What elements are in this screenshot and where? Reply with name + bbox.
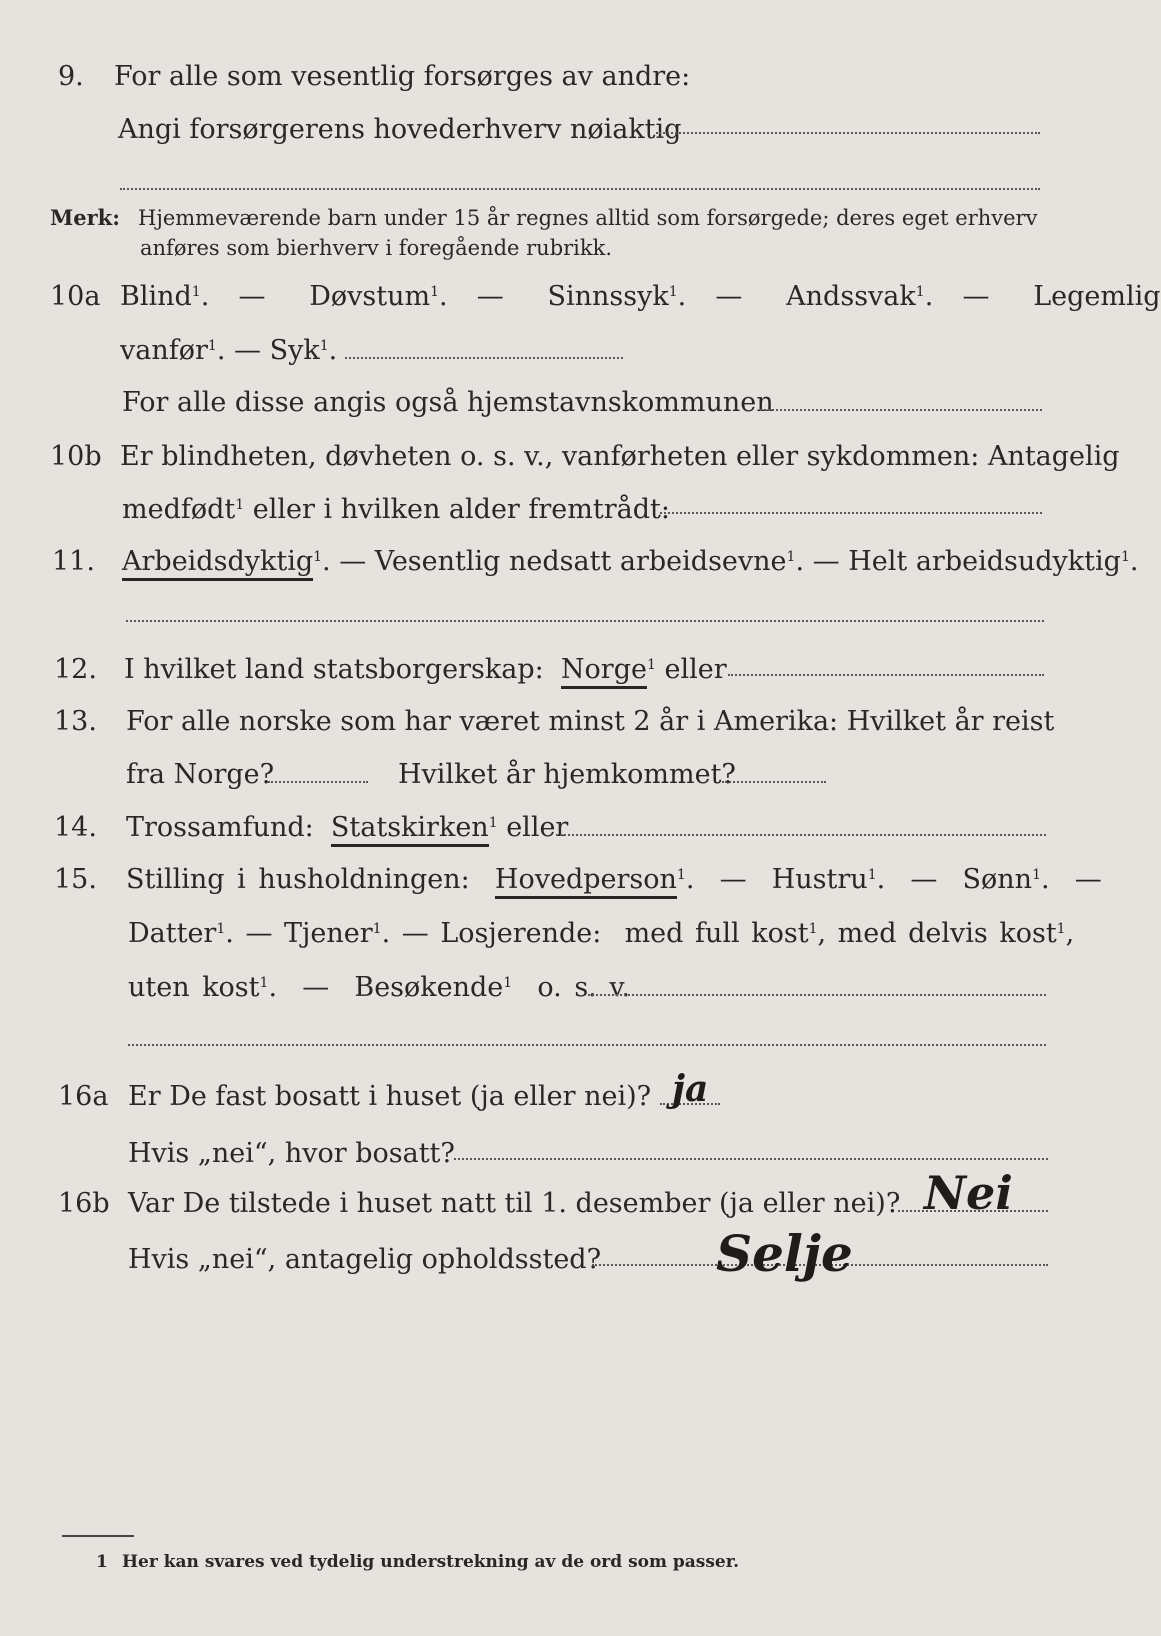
opt-syk[interactable]: Syk xyxy=(269,335,320,366)
q14-text: Trossamfund: xyxy=(126,812,314,843)
dash: — xyxy=(401,918,429,949)
q16a-line1: Er De fast bosatt i huset (ja eller nei)? xyxy=(128,1081,652,1112)
dash: — xyxy=(719,864,747,895)
footnote-rule xyxy=(62,1535,134,1537)
q10a-line2: vanfør$^1$. — Syk$^1$. xyxy=(120,335,338,366)
footnote-ref: 1 xyxy=(216,921,226,937)
q12-line xyxy=(124,650,727,690)
footnote-ref: 1 xyxy=(503,975,513,991)
opt-delvis-kost[interactable]: med delvis kost xyxy=(837,918,1057,949)
question-number-16a: 16a xyxy=(58,1081,109,1112)
q14-line xyxy=(126,808,568,848)
question-number-15: 15. xyxy=(54,864,97,895)
opt-helt-arbeidsudyktig[interactable]: Helt arbeidsudyktig xyxy=(848,546,1121,577)
q15-line3: uten kost$^1$. — Besøkende$^1$ o. s. v. xyxy=(128,972,630,1003)
footnote-ref: 1 xyxy=(1120,549,1130,565)
opt-statskirken[interactable]: Statskirken xyxy=(331,812,489,847)
footnote-ref: 1 xyxy=(786,549,796,565)
footnote-ref: 1 xyxy=(668,284,678,300)
opt-dovstum[interactable]: Døvstum xyxy=(309,281,431,312)
footnote-ref: 1 xyxy=(1056,921,1066,937)
footnote-ref: 1 xyxy=(319,338,329,354)
question-number-12: 12. xyxy=(54,654,97,685)
dash: — xyxy=(302,972,330,1003)
merk-line2: anføres som bierhverv i foregående rubrikk. xyxy=(140,236,613,260)
q10b-line2b: eller i hvilken alder fremtrådt: xyxy=(252,494,670,525)
footnote-ref: 1 xyxy=(313,549,323,565)
footnote-ref: 1 xyxy=(430,284,439,300)
dash: — xyxy=(962,281,990,312)
footnote-mark: 1 xyxy=(96,1552,108,1572)
footnote-ref: 1 xyxy=(235,497,245,513)
footnote-ref: 1 xyxy=(488,815,498,831)
opt-legemlig[interactable]: Legemlig xyxy=(1033,281,1161,312)
opt-vanfor[interactable]: vanfør xyxy=(120,335,208,366)
q16a-line2: Hvis „nei“, hvor bosatt? xyxy=(128,1138,455,1169)
question-number-10b: 10b xyxy=(50,441,102,472)
opt-datter[interactable]: Datter xyxy=(128,918,217,949)
q10a-line1: Blind$^1$. — Døvstum$^1$. — Sinnssyk$^1$. — Andssvak$^1$. — Legemlig xyxy=(120,281,1161,312)
q10b-line2 xyxy=(122,490,670,530)
opt-sonn[interactable]: Sønn xyxy=(962,864,1033,895)
dash: — xyxy=(910,864,938,895)
question-number-16b: 16b xyxy=(58,1188,110,1219)
merk-line1: Hjemmeværende barn under 15 år regnes alltid som forsørgede; deres eget erhverv xyxy=(138,206,1038,230)
q14-eller: eller xyxy=(506,812,569,843)
opt-besokende[interactable]: Besøkende xyxy=(354,972,504,1003)
opt-andssvak[interactable]: Andssvak xyxy=(786,281,916,312)
q15-line1: Stilling i husholdningen: Hovedperson$^1$. — Hustru$^1$. — Sønn$^1$. — xyxy=(126,860,1102,900)
opt-norge[interactable]: Norge xyxy=(561,654,647,689)
footnote-text: Her kan svares ved tydelig understrekning av de ord som passer. xyxy=(122,1552,740,1572)
opt-full-kost[interactable]: med full kost xyxy=(624,918,809,949)
footnote-ref: 1 xyxy=(191,284,201,300)
question-number-9: 9. xyxy=(58,61,84,92)
opt-uten-kost[interactable]: uten kost xyxy=(128,972,260,1003)
q15-answer-line[interactable] xyxy=(588,994,1046,996)
opt-blind[interactable]: Blind xyxy=(120,281,192,312)
q10b-answer-line[interactable] xyxy=(660,512,1042,514)
footnote-ref: 1 xyxy=(1032,867,1041,883)
q9-line1: For alle som vesentlig forsørges av andre: xyxy=(114,61,691,92)
q10a-line3: For alle disse angis også hjemstavnskommunen xyxy=(122,387,774,418)
opt-hovedperson[interactable]: Hovedperson xyxy=(495,864,677,899)
q15-answer-line-2[interactable] xyxy=(128,1044,1046,1046)
footnote-ref: 1 xyxy=(915,284,925,300)
q10a-hjemstavn-line[interactable] xyxy=(760,409,1042,411)
q16b-line1: Var De tilstede i huset natt til 1. desember (ja eller nei)? xyxy=(128,1188,901,1219)
q13-line2a: fra Norge? xyxy=(126,759,275,790)
question-number-13: 13. xyxy=(54,706,97,737)
footnote-ref: 1 xyxy=(207,338,217,354)
q12-eller: eller xyxy=(664,654,727,685)
opt-tjener[interactable]: Tjener xyxy=(284,918,373,949)
dash: — xyxy=(812,546,840,577)
q11-line: Arbeidsdyktig$^1$. — Vesentlig nedsatt arbeidsevne$^1$. — Helt arbeidsudyktig$^1$. xyxy=(122,542,1138,582)
q15-losjerende: Losjerende: xyxy=(440,918,602,949)
footnote-ref: 1 xyxy=(808,921,818,937)
q13-line1: For alle norske som har været minst 2 år i Amerika: Hvilket år reist xyxy=(126,706,1055,737)
q13-line2b: Hvilket år hjemkommet? xyxy=(398,759,736,790)
q14-answer-line[interactable] xyxy=(556,834,1046,836)
q13-reist-line[interactable] xyxy=(268,781,368,783)
q10a-answer-line[interactable] xyxy=(345,357,623,359)
opt-arbeidsdyktig[interactable]: Arbeidsdyktig xyxy=(122,546,313,581)
dash: — xyxy=(476,281,504,312)
dash: — xyxy=(1074,864,1102,895)
q9-answer-line-2[interactable] xyxy=(120,188,1040,190)
q16b-answer-handwritten: Nei xyxy=(924,1166,1013,1220)
dash: — xyxy=(339,546,367,577)
merk-label: Merk: xyxy=(50,205,120,230)
dash: — xyxy=(238,281,266,312)
q9-line2: Angi forsørgerens hovederhverv nøiaktig xyxy=(118,114,682,145)
q9-answer-line[interactable] xyxy=(656,132,1040,134)
footnote-ref: 1 xyxy=(867,867,877,883)
q11-answer-line[interactable] xyxy=(126,620,1044,622)
question-number-14: 14. xyxy=(54,812,97,843)
q16a-bosatt-line[interactable] xyxy=(454,1158,1048,1160)
dash: — xyxy=(234,335,261,366)
dash: — xyxy=(715,281,743,312)
question-number-10a: 10a xyxy=(50,281,101,312)
opt-sinnssyk[interactable]: Sinnssyk xyxy=(547,281,669,312)
dash: — xyxy=(245,918,273,949)
opt-vesentlig-nedsatt[interactable]: Vesentlig nedsatt arbeidsevne xyxy=(374,546,787,577)
q16a-answer-handwritten: ja xyxy=(672,1068,709,1110)
q12-text: I hvilket land statsborgerskap: xyxy=(124,654,544,685)
question-number-11: 11. xyxy=(52,546,95,577)
footnote-ref: 1 xyxy=(372,921,382,937)
q16b-opholdssted-handwritten: Selje xyxy=(716,1224,853,1283)
q15-text: Stilling i husholdningen: xyxy=(126,864,470,895)
footnote-ref: 1 xyxy=(646,657,656,673)
footnote-ref: 1 xyxy=(676,867,686,883)
q10b-line1: Er blindheten, døvheten o. s. v., vanførheten eller sykdommen: Antagelig xyxy=(120,441,1120,472)
q13-hjemkommet-line[interactable] xyxy=(722,781,826,783)
opt-hustru[interactable]: Hustru xyxy=(771,864,868,895)
opt-medfodt[interactable]: medfødt xyxy=(122,494,236,525)
footnote-ref: 1 xyxy=(259,975,269,991)
q12-answer-line[interactable] xyxy=(728,674,1044,676)
q15-osv: o. s. v. xyxy=(537,972,630,1003)
q15-line2: Datter$^1$. — Tjener$^1$. — Losjerende: med full kost$^1$, med delvis kost$^1$, xyxy=(128,918,1075,949)
q16b-line2: Hvis „nei“, antagelig opholdssted? xyxy=(128,1244,602,1275)
